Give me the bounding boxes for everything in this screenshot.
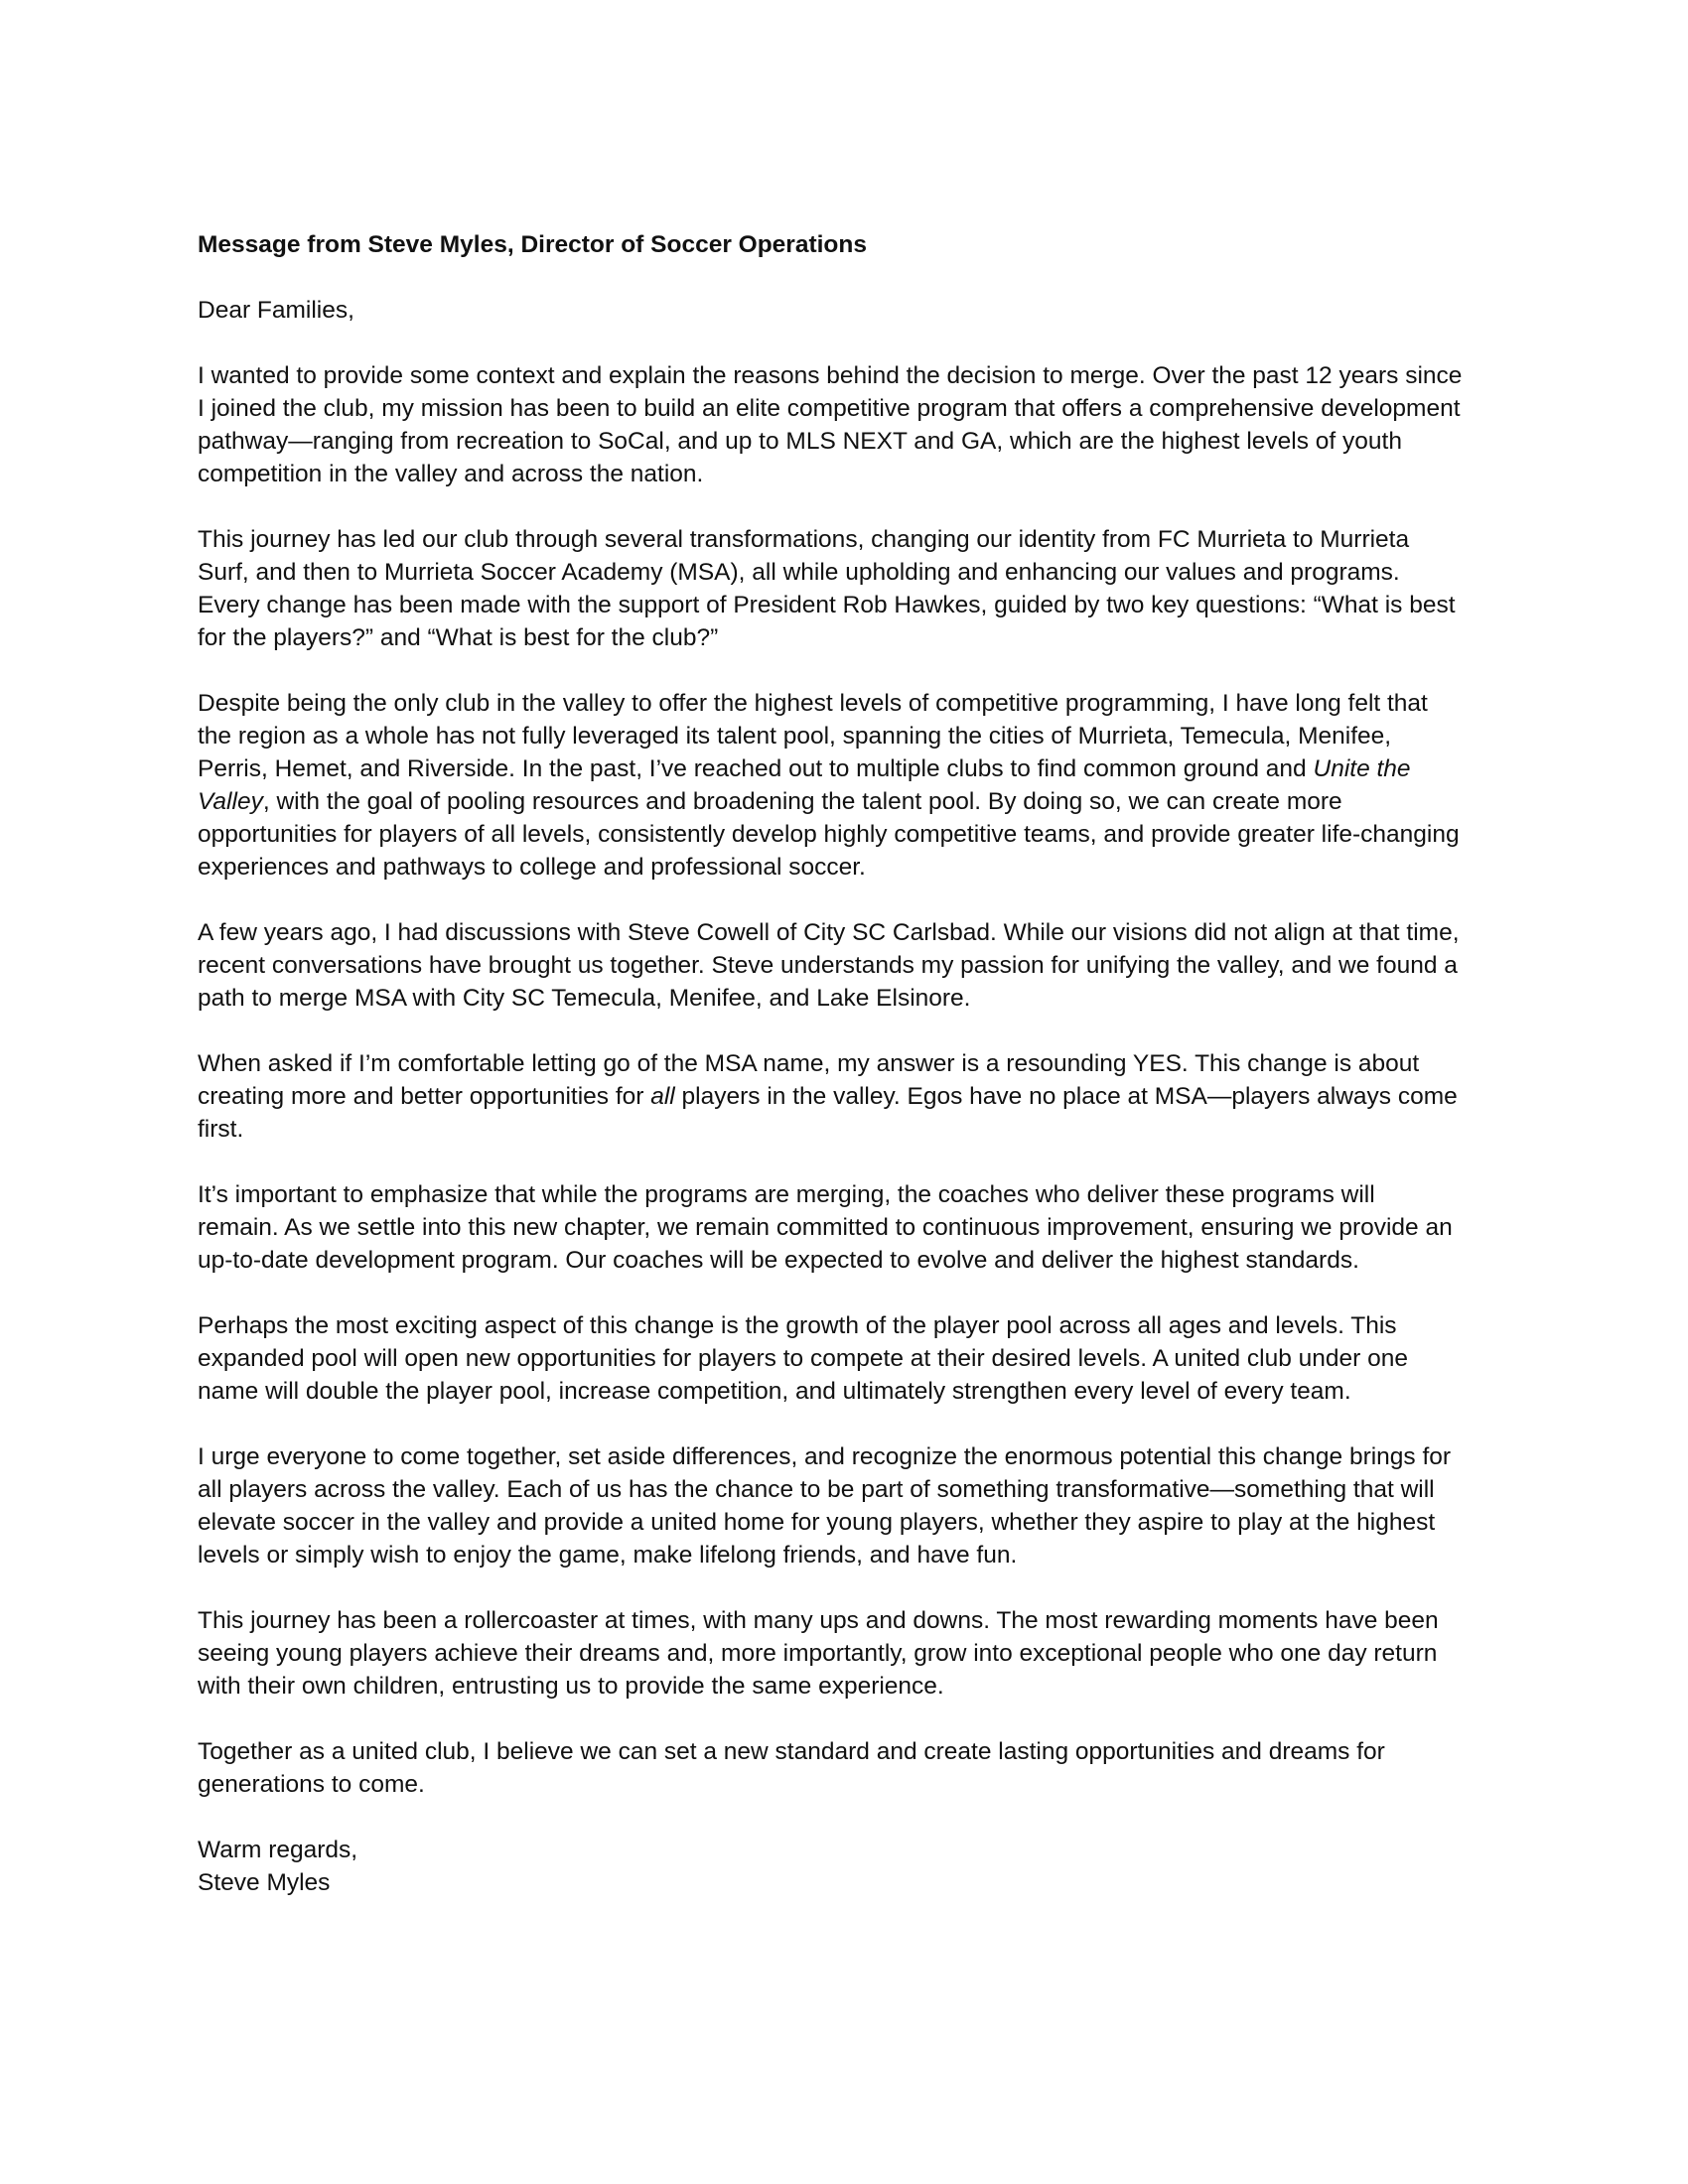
paragraph-coaches	[198, 1178, 1508, 1277]
paragraph-line: up-to-date development program. Our coaches will be expected to evolve and deliver the highest standards.	[198, 1247, 1359, 1274]
paragraph-line: I wanted to provide some context and explain the reasons behind the decision to merge. Over the past 12 years since	[198, 362, 1463, 389]
line-text: , with the goal of pooling resources and broadening the talent pool. By doing so, we can create more	[262, 788, 1342, 815]
paragraph-line: experiences and pathways to college and professional soccer.	[198, 854, 866, 881]
letter-closing	[198, 1834, 1508, 1899]
paragraph-line: the region as a whole has not fully leveraged its talent pool, spanning the cities of Murrieta, Temecula, Menifee,	[198, 723, 1392, 750]
spacer	[198, 884, 1508, 916]
paragraph-line	[198, 1080, 1508, 1113]
spacer	[198, 1146, 1508, 1178]
paragraph-line: competition in the valley and across the nation.	[198, 461, 704, 487]
paragraph-journey	[198, 523, 1508, 654]
spacer	[198, 261, 1508, 294]
paragraph-line: opportunities for players of all levels, consistently develop highly competitive teams, and provide greater life-changing	[198, 821, 1460, 848]
paragraph-context	[198, 359, 1508, 490]
letter-title: Message from Steve Myles, Director of Soccer Operations	[198, 231, 867, 258]
paragraph-line: This journey has led our club through several transformations, changing our identity from FC Murrieta to Murrieta	[198, 526, 1410, 553]
paragraph-line: levels or simply wish to enjoy the game, make lifelong friends, and have fun.	[198, 1542, 1018, 1569]
paragraph-rollercoaster	[198, 1604, 1508, 1703]
paragraph-line: When asked if I’m comfortable letting go of the MSA name, my answer is a resounding YES. This change is about	[198, 1050, 1420, 1077]
paragraph-come-together	[198, 1440, 1508, 1571]
italic-emphasis: all	[650, 1083, 675, 1110]
paragraph-line: Together as a united club, I believe we can set a new standard and create lasting opportunities and dreams for	[198, 1738, 1385, 1765]
italic-emphasis: Unite the	[1313, 755, 1411, 782]
letter-page	[198, 228, 1508, 1899]
paragraph-line: Perhaps the most exciting aspect of this change is the growth of the player pool across all ages and levels. This	[198, 1312, 1397, 1339]
paragraph-line: It’s important to emphasize that while the programs are merging, the coaches who deliver these programs will	[198, 1181, 1375, 1208]
paragraph-line: all players across the valley. Each of us has the chance to be part of something transformative—something that will	[198, 1476, 1435, 1503]
paragraph-line: Surf, and then to Murrieta Soccer Academy (MSA), all while upholding and enhancing our values and programs.	[198, 559, 1400, 586]
paragraph-line: seeing young players achieve their dreams and, more importantly, grow into exceptional people who one day return	[198, 1640, 1438, 1667]
line-text: players in the valley. Egos have no place at MSA—players always come	[674, 1083, 1458, 1110]
paragraph-line: elevate soccer in the valley and provide a united home for young players, whether they aspire to play at the highest	[198, 1509, 1436, 1536]
spacer	[198, 327, 1508, 359]
closing-salutation: Warm regards,	[198, 1837, 358, 1863]
paragraph-unite-the-valley	[198, 687, 1508, 884]
line-text: Perris, Hemet, and Riverside. In the past, I’ve reached out to multiple clubs to find common ground and	[198, 755, 1314, 782]
paragraph-player-pool	[198, 1309, 1508, 1408]
paragraph-line: for the players?” and “What is best for the club?”	[198, 624, 719, 651]
paragraph-line: expanded pool will open new opportunities for players to compete at their desired levels. A united club under one	[198, 1345, 1408, 1372]
paragraph-together	[198, 1735, 1508, 1801]
paragraph-line	[198, 785, 1508, 818]
spacer	[198, 1703, 1508, 1735]
paragraph-line: This journey has been a rollercoaster at times, with many ups and downs. The most rewarding moments have been	[198, 1607, 1439, 1634]
paragraph-line: first.	[198, 1116, 244, 1143]
paragraph-msa-name	[198, 1047, 1508, 1146]
paragraph-line: Despite being the only club in the valley to offer the highest levels of competitive programming, I have long felt that	[198, 690, 1428, 717]
paragraph-line: name will double the player pool, increase competition, and ultimately strengthen every level of every team.	[198, 1378, 1351, 1405]
paragraph-line: path to merge MSA with City SC Temecula, Menifee, and Lake Elsinore.	[198, 985, 971, 1012]
spacer	[198, 1408, 1508, 1440]
paragraph-line: with their own children, entrusting us to provide the same experience.	[198, 1673, 944, 1700]
paragraph-city-sc	[198, 916, 1508, 1015]
letter-greeting: Dear Families,	[198, 297, 354, 324]
spacer	[198, 1801, 1508, 1834]
signature: Steve Myles	[198, 1869, 331, 1896]
spacer	[198, 1277, 1508, 1309]
spacer	[198, 1015, 1508, 1047]
paragraph-line	[198, 752, 1508, 785]
spacer	[198, 654, 1508, 687]
spacer	[198, 1571, 1508, 1604]
paragraph-line: I joined the club, my mission has been to build an elite competitive program that offers a comprehensive development	[198, 395, 1461, 422]
paragraph-line: remain. As we settle into this new chapter, we remain committed to continuous improvement, ensuring we provide an	[198, 1214, 1453, 1241]
paragraph-line: I urge everyone to come together, set aside differences, and recognize the enormous potential this change brings for	[198, 1443, 1452, 1470]
italic-emphasis: Valley	[198, 788, 263, 815]
paragraph-line: pathway—ranging from recreation to SoCal, and up to MLS NEXT and GA, which are the highest levels of youth	[198, 428, 1402, 455]
paragraph-line: generations to come.	[198, 1771, 425, 1798]
paragraph-line: A few years ago, I had discussions with Steve Cowell of City SC Carlsbad. While our visions did not align at that time,	[198, 919, 1460, 946]
paragraph-line: recent conversations have brought us together. Steve understands my passion for unifying the valley, and we found a	[198, 952, 1458, 979]
paragraph-line: Every change has been made with the support of President Rob Hawkes, guided by two key questions: “What is best	[198, 592, 1456, 618]
spacer	[198, 490, 1508, 523]
line-text: creating more and better opportunities for	[198, 1083, 651, 1110]
